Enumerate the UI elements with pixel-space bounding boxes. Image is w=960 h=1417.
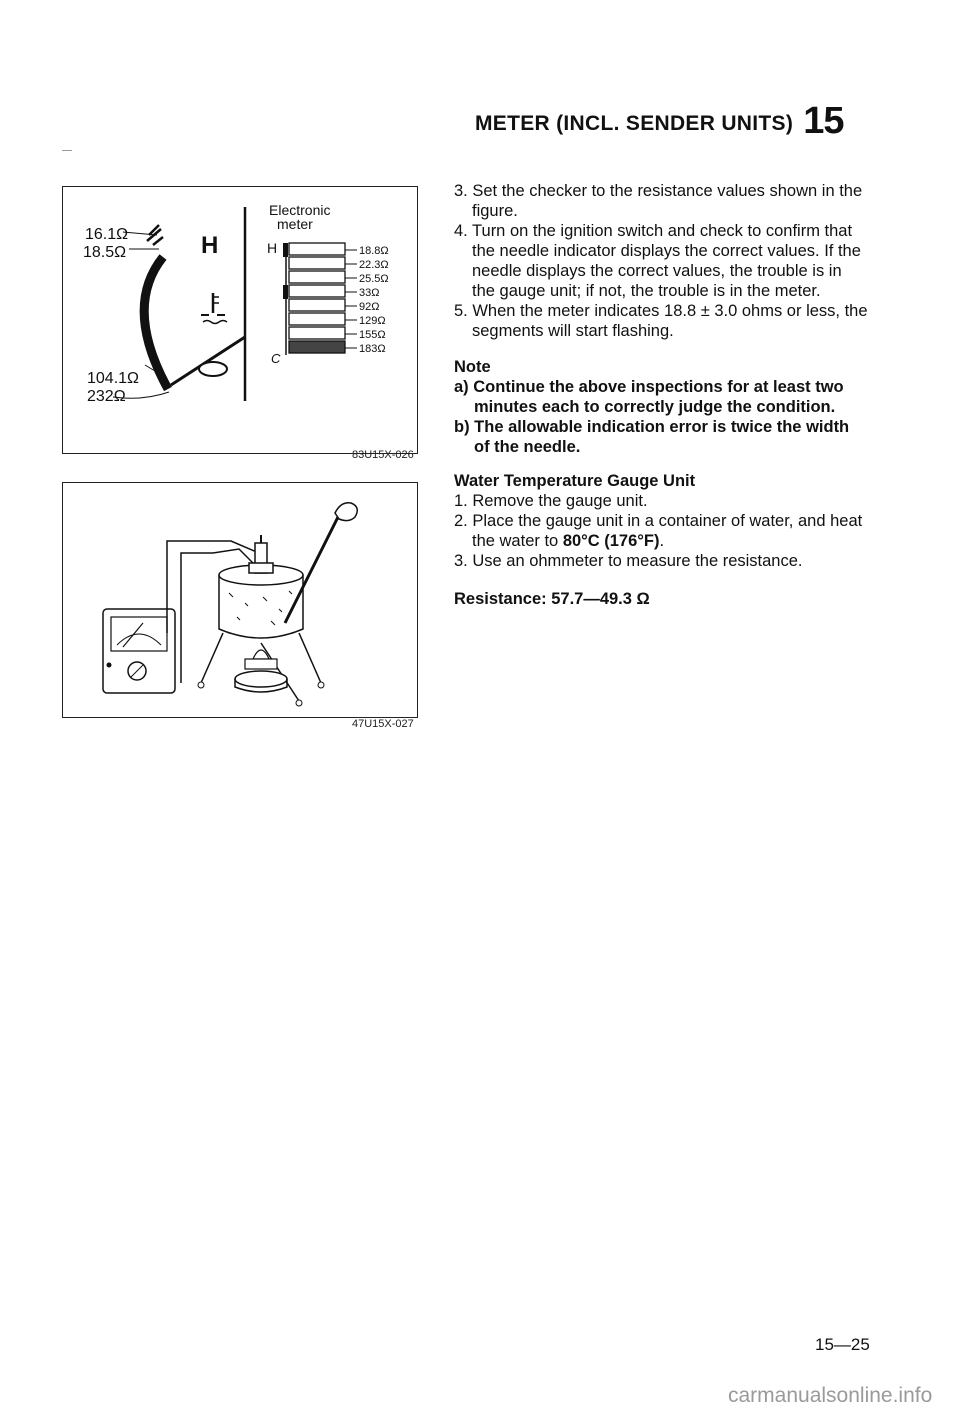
meter-segment-labels	[345, 245, 389, 355]
meter-segment-label-8: 183Ω	[359, 343, 386, 355]
header-rule	[62, 150, 72, 151]
step-5: 5. When the meter indicates 18.8 ± 3.0 ohms or less, the segments will start flashing.	[454, 302, 868, 340]
meter-segment-7	[289, 327, 345, 339]
meter-segment-5	[289, 299, 345, 311]
gauge-arc	[144, 257, 168, 389]
section-number: 15	[803, 100, 844, 142]
step2-temperature: 80°C (176°F)	[562, 532, 660, 550]
meter-segment-stack	[283, 243, 345, 355]
meter-title-line1: Electronic	[269, 202, 331, 218]
note-item-b: b) The allowable indication error is twice the width of the needle.	[454, 418, 850, 456]
figure1-code: 83U15X-026	[352, 449, 414, 461]
section-step-1: 1. Remove the gauge unit.	[454, 492, 648, 510]
meter-segment-label-2: 22.3Ω	[359, 259, 389, 271]
heating-test-diagram	[63, 483, 417, 717]
meter-title-line2: meter	[277, 216, 313, 232]
section-title: Water Temperature Gauge Unit	[454, 472, 696, 490]
figure2-code: 47U15X-027	[352, 718, 414, 730]
gauge-meter-diagram	[63, 187, 417, 453]
gauge-label-232: 232Ω	[87, 388, 126, 405]
meter-segment-8	[289, 341, 345, 353]
meter-segment-2	[289, 257, 345, 269]
thermometer	[285, 511, 341, 623]
figure-heating-test	[62, 482, 418, 718]
meter-segment-3	[289, 271, 345, 283]
section-step-2	[454, 511, 868, 551]
meter-segment-label-4: 33Ω	[359, 287, 380, 299]
watermark: carmanualsonline.info	[728, 1384, 933, 1407]
meter-segment-4	[289, 285, 345, 297]
procedure-text	[454, 181, 868, 609]
note-heading: Note	[454, 358, 491, 376]
step-4: 4. Turn on the ignition switch and check to confirm that the needle indicator displays the correct values. If the needle displays the correct values, the trouble is in the gauge unit; if not, the trouble is in the meter.	[454, 222, 861, 300]
step2-prefix: 2. Place the gauge unit in a container of water, and heat the water to	[454, 512, 863, 550]
step-3: 3. Set the checker to the resistance values shown in the figure.	[454, 182, 863, 220]
gauge-unit	[249, 535, 273, 573]
gauge-needle	[171, 337, 245, 385]
meter-segment-label-3: 25.5Ω	[359, 273, 389, 285]
meter-h-letter: H	[267, 240, 278, 256]
hand-icon	[335, 503, 357, 521]
figure-gauge-meter	[62, 186, 418, 454]
gauge-hot-letter: H	[201, 232, 219, 259]
meter-segment-label-7: 155Ω	[359, 329, 386, 341]
step2-suffix: .	[659, 532, 665, 550]
meter-c-letter: C	[271, 351, 281, 366]
water-container	[219, 565, 303, 638]
gauge-label-16-1: 16.1Ω	[85, 226, 129, 243]
temperature-icon	[201, 293, 227, 324]
note-item-a: a) Continue the above inspections for at least two minutes each to correctly judge the condition.	[454, 378, 844, 416]
section-step-3: 3. Use an ohmmeter to measure the resistance.	[454, 552, 803, 570]
gauge-label-104-1: 104.1Ω	[87, 370, 139, 387]
resistance-spec: Resistance: 57.7—49.3 Ω	[454, 590, 650, 608]
gauge-label-18-5: 18.5Ω	[83, 244, 127, 261]
page-number: 15—25	[815, 1335, 870, 1354]
meter-segment-label-6: 129Ω	[359, 315, 386, 327]
ohmmeter	[103, 609, 175, 693]
meter-segment-6	[289, 313, 345, 325]
meter-segment-label-5: 92Ω	[359, 301, 380, 313]
header-title: METER (INCL. SENDER UNITS)	[475, 112, 794, 135]
page-header	[475, 100, 844, 143]
meter-segment-label-1: 18.8Ω	[359, 245, 389, 257]
meter-segment-1	[289, 243, 345, 255]
